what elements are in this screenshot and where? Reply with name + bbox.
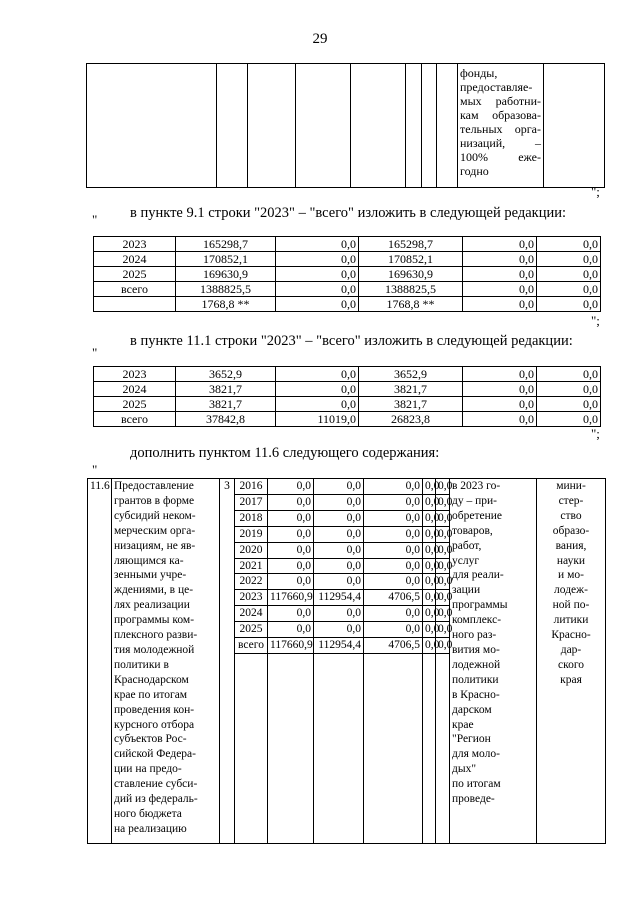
amount-cell: 165298,7 <box>176 237 276 252</box>
amount-cell: 0,0 <box>314 574 364 590</box>
empty-cell <box>268 653 314 843</box>
table-row <box>94 252 601 267</box>
amount-cell: 37842,8 <box>176 412 276 427</box>
amount-cell: 3652,9 <box>176 367 276 382</box>
closing-quote: "; <box>591 184 600 199</box>
amount-cell: 0,0 <box>276 267 359 282</box>
amount-cell: 0,0 <box>463 252 537 267</box>
amount-cell: 0,0 <box>314 542 364 558</box>
amount-cell: 169630,9 <box>359 267 463 282</box>
instruction-9-1: в пункте 9.1 строки "2023" – "всего" изложить в следующей редакции: <box>130 205 567 221</box>
amount-cell: 0,0 <box>314 479 364 495</box>
amount-cell: 0,0 <box>423 510 436 526</box>
amount-cell: 0,0 <box>463 297 537 312</box>
amount-cell: 0,0 <box>364 494 423 510</box>
empty-cell <box>436 653 450 843</box>
year-cell: 2016 <box>235 479 268 495</box>
amount-cell: 0,0 <box>463 237 537 252</box>
open-quote: " <box>92 212 98 227</box>
amount-cell: 0,0 <box>436 526 450 542</box>
year-cell: 2025 <box>94 267 176 282</box>
amount-cell: 3821,7 <box>176 397 276 412</box>
open-quote: " <box>92 345 98 360</box>
table-row <box>94 282 601 297</box>
amount-cell: 0,0 <box>423 638 436 654</box>
amount-cell: 0,0 <box>537 412 601 427</box>
table-row <box>94 267 601 282</box>
amount-cell: 117660,9 <box>268 590 314 606</box>
year-cell: 2017 <box>235 494 268 510</box>
year-cell: 2020 <box>235 542 268 558</box>
amount-cell: 0,0 <box>423 479 436 495</box>
amount-cell: 0,0 <box>463 367 537 382</box>
amount-cell: 0,0 <box>423 590 436 606</box>
empty-cell <box>364 653 423 843</box>
amount-cell: 0,0 <box>364 479 423 495</box>
amount-cell: 0,0 <box>364 558 423 574</box>
page-number: 29 <box>312 31 328 47</box>
amount-cell: 0,0 <box>436 558 450 574</box>
amount-cell: 0,0 <box>537 297 601 312</box>
year-cell: всего <box>235 638 268 654</box>
table-row <box>94 412 601 427</box>
amount-cell: 1768,8 ** <box>359 297 463 312</box>
amount-cell: 0,0 <box>537 267 601 282</box>
amount-cell: 0,0 <box>314 494 364 510</box>
amount-cell: 0,0 <box>436 479 450 495</box>
amount-cell: 0,0 <box>423 494 436 510</box>
amount-cell: 0,0 <box>364 574 423 590</box>
amount-cell: 0,0 <box>276 382 359 397</box>
amount-cell: 4706,5 <box>364 638 423 654</box>
amount-cell: 0,0 <box>268 479 314 495</box>
item-description: Предоставление грантов в форме субсидий неком- мерческим орга- низациям, не яв- ляющимся ка- зенными учре- ждениями, в це- лях реализации программы ком- плексного разви- тия молодежной политики в Краснодарском крае по итогам проведения кон- курсного отбора субъектов Рос- сийской Федера- ции на предо- ставление субси- дий из федераль- ного бюджета на реализацию <box>112 479 220 844</box>
amount-cell: 0,0 <box>364 526 423 542</box>
amount-cell: 0,0 <box>436 574 450 590</box>
amount-cell: 0,0 <box>436 622 450 638</box>
table-row <box>94 397 601 412</box>
amount-cell: 112954,4 <box>314 590 364 606</box>
amount-cell: 0,0 <box>537 397 601 412</box>
amount-cell: 165298,7 <box>359 237 463 252</box>
source-code: 3 <box>220 479 235 844</box>
year-cell: всего <box>94 412 176 427</box>
amount-cell: 0,0 <box>537 382 601 397</box>
year-cell: 2023 <box>94 237 176 252</box>
table-row <box>88 479 606 495</box>
amount-cell: 112954,4 <box>314 638 364 654</box>
amount-cell: 0,0 <box>364 542 423 558</box>
amount-cell: 0,0 <box>423 622 436 638</box>
amount-cell: 0,0 <box>314 558 364 574</box>
table-11-6 <box>87 478 606 844</box>
year-cell: 2018 <box>235 510 268 526</box>
amount-cell: 0,0 <box>276 397 359 412</box>
amount-cell: 3652,9 <box>359 367 463 382</box>
amount-cell: 0,0 <box>314 622 364 638</box>
table-row <box>94 297 601 312</box>
amount-cell: 0,0 <box>276 252 359 267</box>
amount-cell: 0,0 <box>463 397 537 412</box>
amount-cell: 0,0 <box>268 542 314 558</box>
amount-cell: 0,0 <box>314 526 364 542</box>
amount-cell: 0,0 <box>364 510 423 526</box>
year-cell: 2025 <box>235 622 268 638</box>
amount-cell: 3821,7 <box>176 382 276 397</box>
amount-cell: 0,0 <box>268 526 314 542</box>
amount-cell: 0,0 <box>268 574 314 590</box>
year-cell: 2024 <box>94 382 176 397</box>
amount-cell: 0,0 <box>268 510 314 526</box>
amount-cell: 169630,9 <box>176 267 276 282</box>
amount-cell: 1768,8 ** <box>176 297 276 312</box>
amount-cell: 0,0 <box>436 510 450 526</box>
year-cell: 2024 <box>235 606 268 622</box>
year-cell: 2022 <box>235 574 268 590</box>
amount-cell: 0,0 <box>436 590 450 606</box>
continuation-table <box>86 63 605 188</box>
year-cell: всего <box>94 282 176 297</box>
result-cell: в 2023 го- ду – при- обретение товаров, работ, услуг для реали- зации программы комплекс- ного раз- вития мо- лодежной политики в Красно- дарском крае "Регион для моло- дых" по итогам проведе- <box>450 479 537 844</box>
amount-cell: 1388825,5 <box>359 282 463 297</box>
amount-cell: 0,0 <box>537 367 601 382</box>
table-row <box>94 367 601 382</box>
amount-cell: 0,0 <box>436 494 450 510</box>
amount-cell: 0,0 <box>436 638 450 654</box>
amount-cell: 0,0 <box>276 367 359 382</box>
amount-cell: 0,0 <box>364 606 423 622</box>
amount-cell: 0,0 <box>268 494 314 510</box>
empty-cell <box>314 653 364 843</box>
executor-cell: мини- стер- ство образо- вания, науки и мо- лодеж- ной по- литики Красно- дар- ского края <box>537 479 606 844</box>
amount-cell: 0,0 <box>463 267 537 282</box>
amount-cell: 3821,7 <box>359 382 463 397</box>
amount-cell: 117660,9 <box>268 638 314 654</box>
amount-cell: 0,0 <box>268 606 314 622</box>
amount-cell: 0,0 <box>463 412 537 427</box>
year-cell: 2019 <box>235 526 268 542</box>
year-cell: 2021 <box>235 558 268 574</box>
amount-cell: 0,0 <box>423 574 436 590</box>
amount-cell: 0,0 <box>423 606 436 622</box>
table-9-1 <box>93 236 601 312</box>
instruction-11-1: в пункте 11.1 строки "2023" – "всего" изложить в следующей редакции: <box>130 333 573 349</box>
table-row <box>94 237 601 252</box>
year-cell: 2023 <box>235 590 268 606</box>
amount-cell: 0,0 <box>276 297 359 312</box>
amount-cell: 11019,0 <box>276 412 359 427</box>
amount-cell: 0,0 <box>463 282 537 297</box>
amount-cell: 170852,1 <box>359 252 463 267</box>
amount-cell: 0,0 <box>436 542 450 558</box>
amount-cell: 0,0 <box>314 510 364 526</box>
amount-cell: 1388825,5 <box>176 282 276 297</box>
amount-cell: 0,0 <box>537 252 601 267</box>
amount-cell: 0,0 <box>268 622 314 638</box>
amount-cell: 26823,8 <box>359 412 463 427</box>
year-cell: 2025 <box>94 397 176 412</box>
empty-cell <box>235 653 268 843</box>
year-cell <box>94 297 176 312</box>
year-cell: 2024 <box>94 252 176 267</box>
amount-cell: 170852,1 <box>176 252 276 267</box>
amount-cell: 0,0 <box>268 558 314 574</box>
closing-quote: "; <box>591 313 600 328</box>
table-11-1 <box>93 366 601 427</box>
empty-cell <box>423 653 436 843</box>
amount-cell: 0,0 <box>463 382 537 397</box>
amount-cell: 4706,5 <box>364 590 423 606</box>
amount-cell: 0,0 <box>537 282 601 297</box>
closing-quote: "; <box>591 426 600 441</box>
amount-cell: 0,0 <box>364 622 423 638</box>
amount-cell: 3821,7 <box>359 397 463 412</box>
amount-cell: 0,0 <box>423 526 436 542</box>
item-number: 11.6 <box>88 479 112 844</box>
amount-cell: 0,0 <box>423 558 436 574</box>
year-cell: 2023 <box>94 367 176 382</box>
amount-cell: 0,0 <box>436 606 450 622</box>
result-cell-continued: фонды, предоставляе- мых работни- кам образова- тельных орга- низаций, – 100% еже- годно <box>458 64 544 188</box>
instruction-11-6: дополнить пунктом 11.6 следующего содержания: <box>130 445 440 461</box>
open-quote: " <box>92 462 98 477</box>
table-row <box>94 382 601 397</box>
amount-cell: 0,0 <box>276 282 359 297</box>
amount-cell: 0,0 <box>537 237 601 252</box>
amount-cell: 0,0 <box>423 542 436 558</box>
amount-cell: 0,0 <box>314 606 364 622</box>
amount-cell: 0,0 <box>276 237 359 252</box>
